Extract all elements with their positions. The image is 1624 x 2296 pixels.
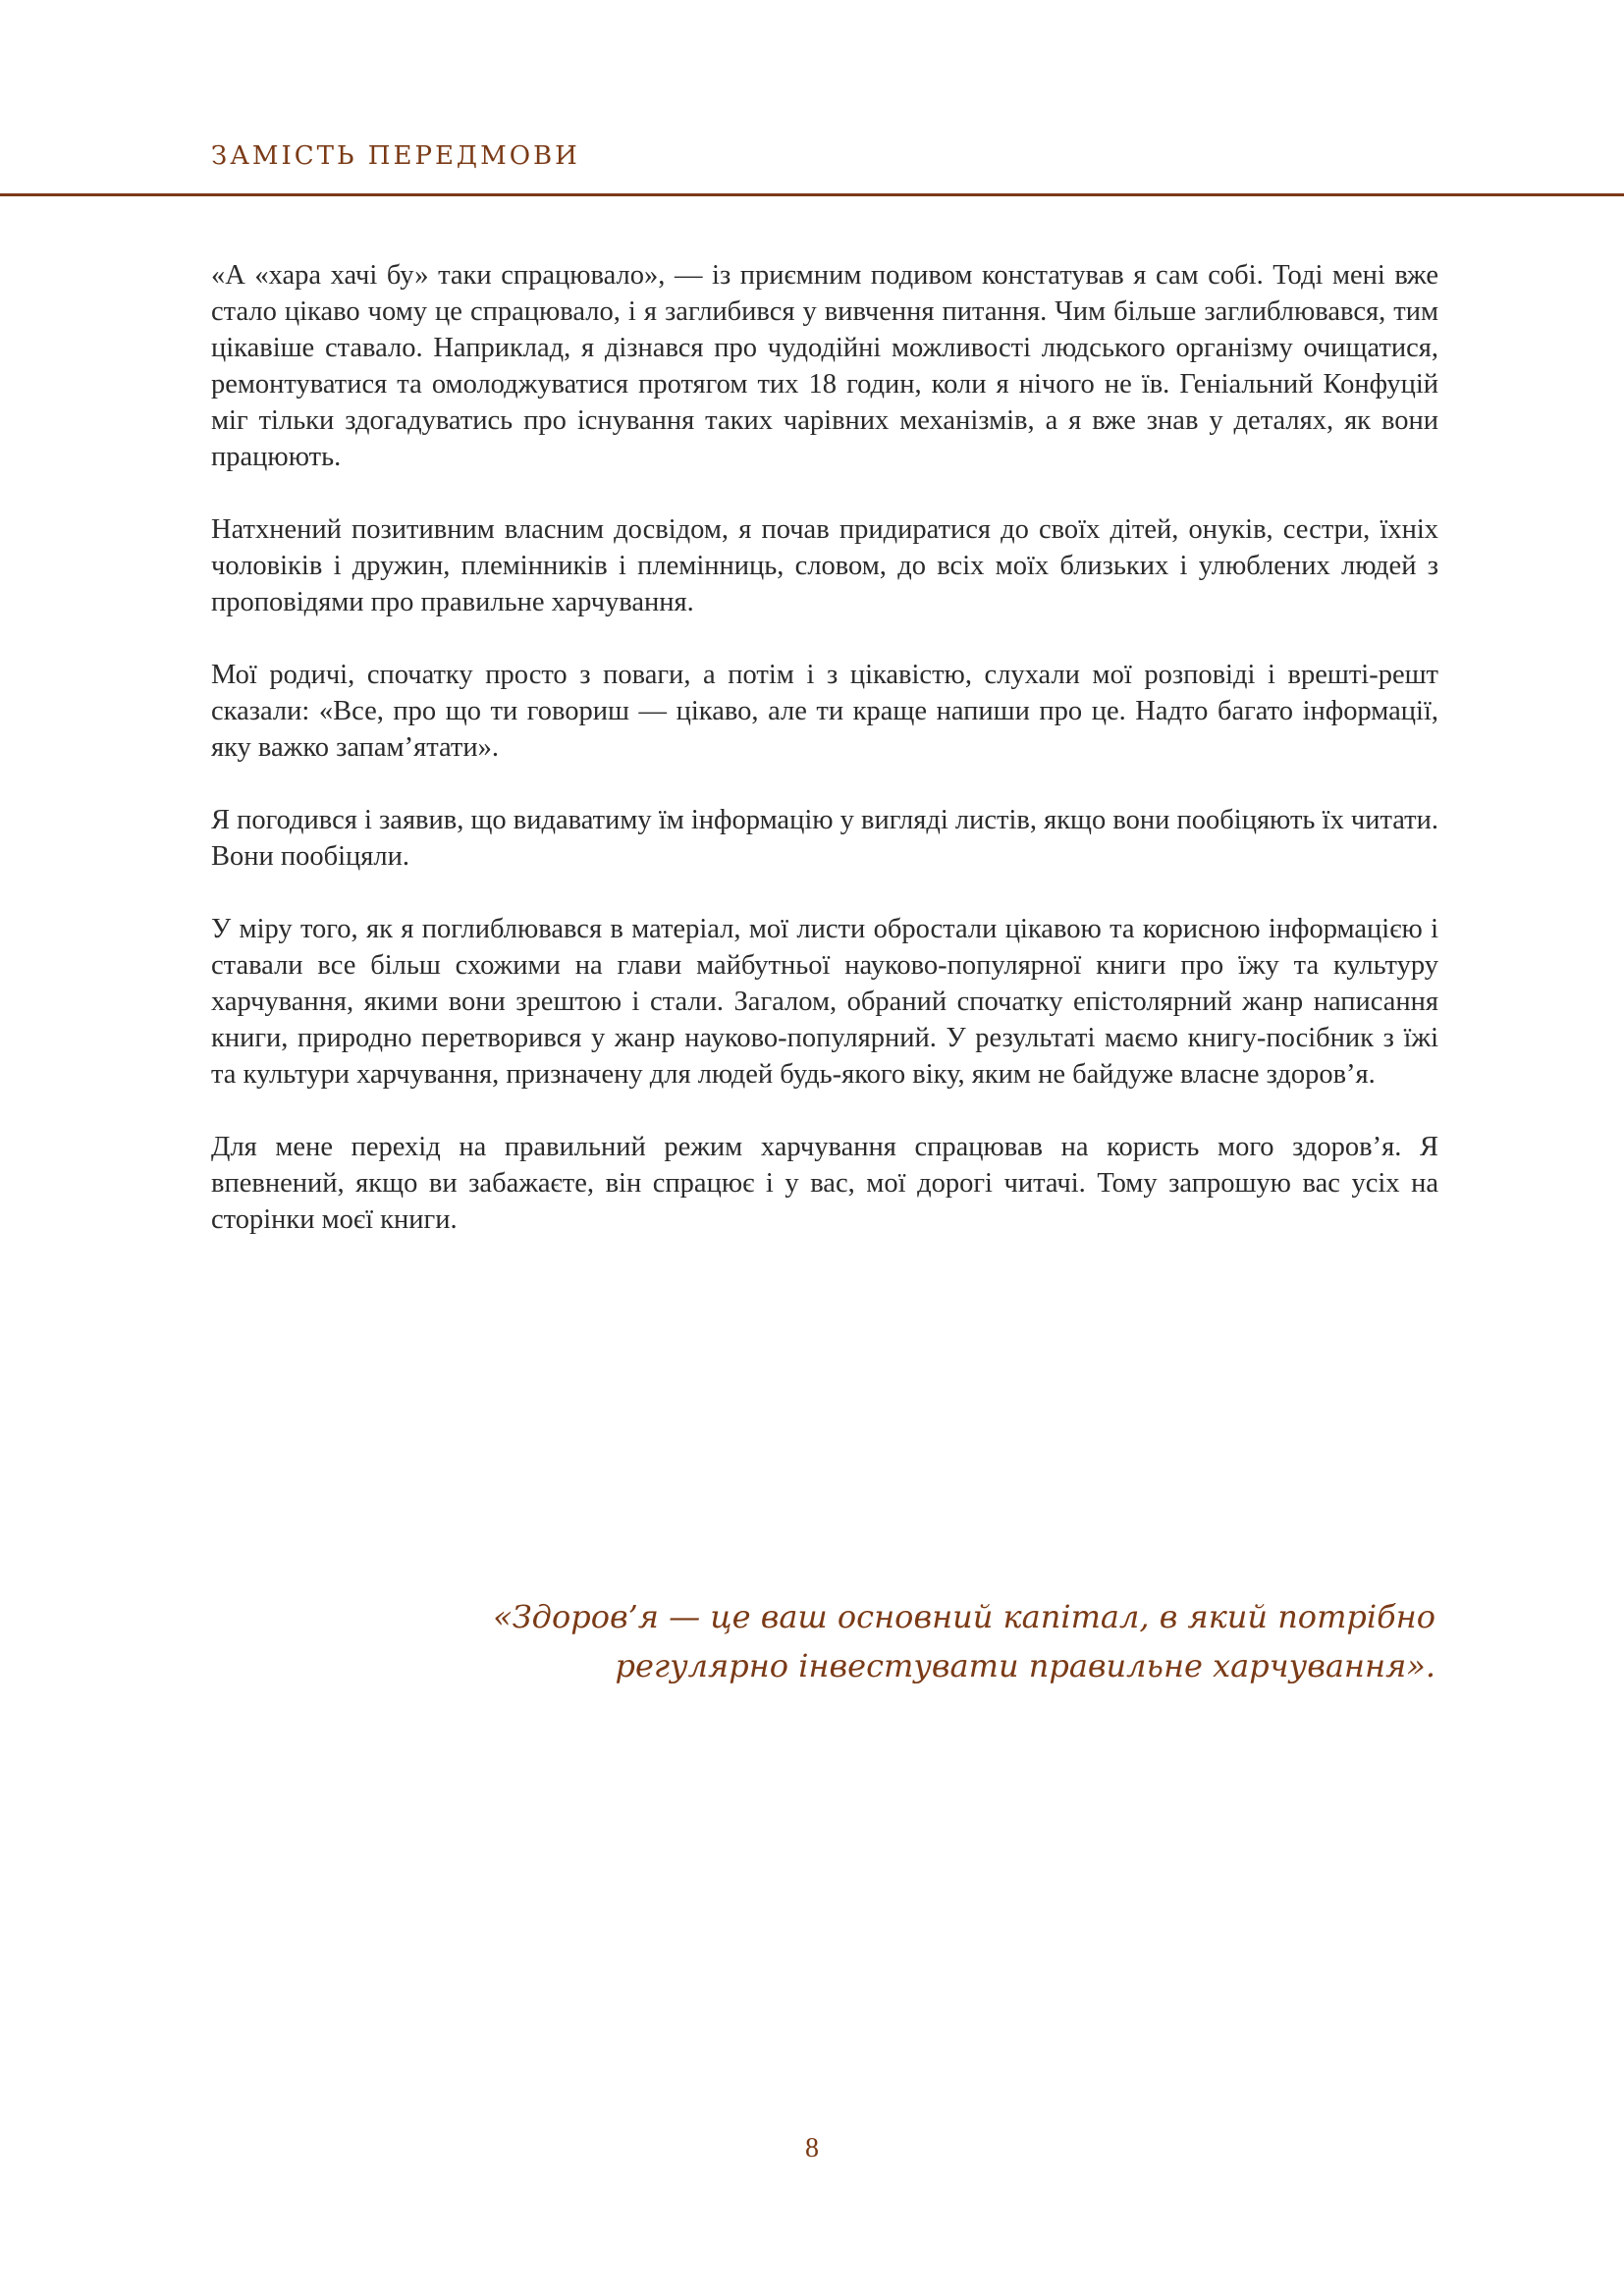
- header-divider: [0, 193, 1624, 196]
- paragraph: Мої родичі, спочатку просто з поваги, а потім і з цікавістю, слухали мої розповіді і врешті-решт сказали: «Все, про що ти говориш — цікаво, але ти краще напиши про це. Надто багато інформації, яку важко запам’ятати».: [211, 660, 1438, 763]
- page-number: 8: [805, 2133, 819, 2163]
- quote-line: «Здоров’я — це ваш основний капітал, в який потрібно: [493, 1598, 1435, 1635]
- paragraph: Натхнений позитивним власним досвідом, я почав придиратися до своїх дітей, онуків, сестри, їхніх чоловіків і дружин, племінників і племінниць, словом, до всіх моїх близьких і улюблених людей з проповідями про правильне харчування.: [211, 514, 1438, 617]
- quote-line: регулярно інвестувати правильне харчування».: [615, 1647, 1435, 1684]
- running-header: ЗАМІСТЬ ПЕРЕДМОВИ: [211, 141, 580, 171]
- paragraph: У міру того, як я поглиблювався в матеріал, мої листи обростали цікавою та корисною інформацією і ставали все більш схожими на глави майбутньої науково-популярної книги про їжу та культуру харчування, якими вони зрештою і стали. Загалом, обраний спочатку епістолярний жанр написання книги, природно перетворився у жанр науково-популярний. У результаті маємо книгу-посібник з їжі та культури харчування, призначену для людей будь-якого віку, яким не байдуже власне здоров’я.: [211, 914, 1438, 1090]
- paragraph: Для мене перехід на правильний режим харчування спрацював на користь мого здоров’я. Я впевнений, якщо ви забажаєте, він спрацює і у вас, мої дорогі читачі. Тому запрошую вас усіх на сторінки моєї книги.: [211, 1132, 1438, 1235]
- paragraph: «А «хара хачі бу» таки спрацювало», — із приємним подивом констатував я сам собі. Тоді мені вже стало цікаво чому це спрацювало, і я заглибився у вивчення питання. Чим більше заглиблювався, тим цікавіше ставало. Наприклад, я дізнався про чудодійні можливості людського організму очищатися, ремонтуватися та омолоджуватися протягом тих 18 годин, коли я нічого не їв. Геніальний Конфуцій міг тільки здогадуватись про існування таких чарівних механізмів, а я вже знав у деталях, як вони працюють.: [211, 260, 1438, 472]
- pull-quote: [454, 1592, 1435, 1690]
- paragraph: Я погодився і заявив, що видаватиму їм інформацію у вигляді листів, якщо вони пообіцяють їх читати. Вони пообіцяли.: [211, 805, 1438, 872]
- body-text: [211, 257, 1438, 1274]
